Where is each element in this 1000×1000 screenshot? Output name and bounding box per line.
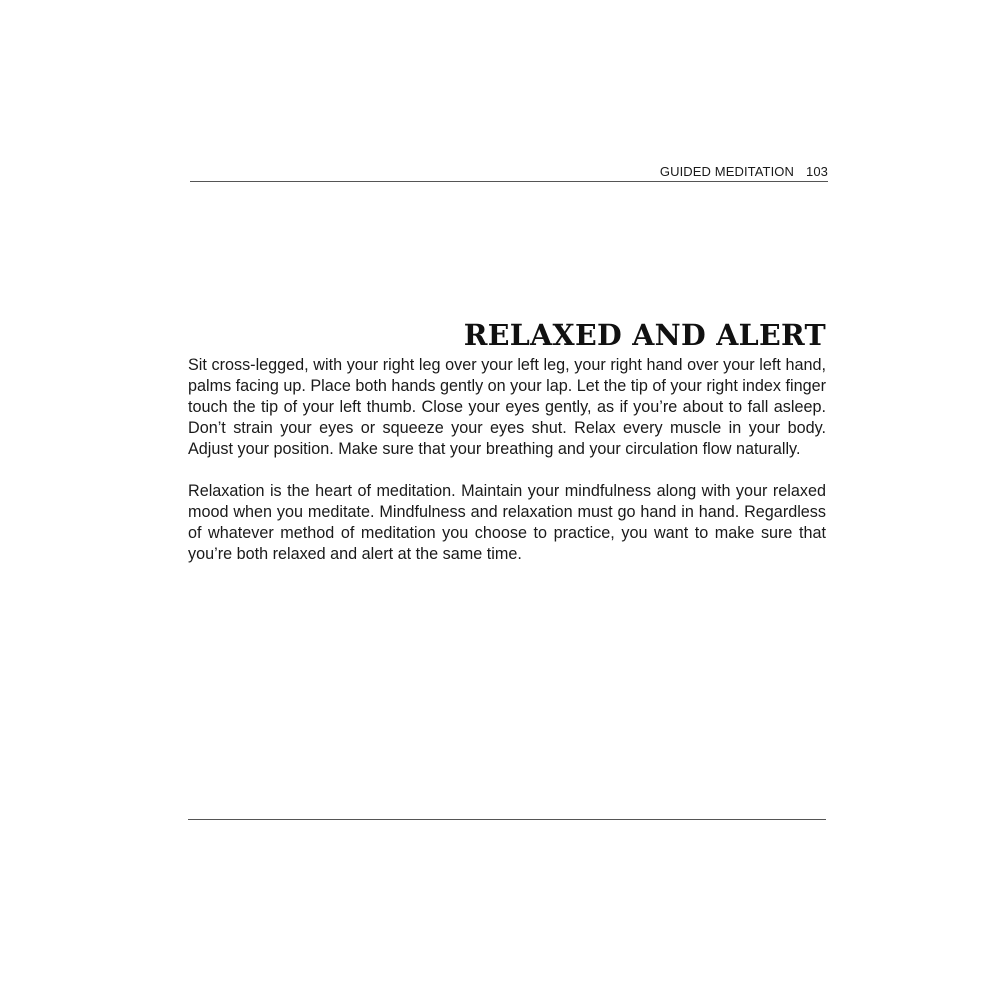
page-title: RELAXED AND ALERT — [463, 318, 826, 353]
running-head — [190, 164, 828, 180]
section-title: GUIDED MEDITATION — [659, 164, 794, 179]
paragraph-2: Relaxation is the heart of meditation. Maintain your mindfulness along with your relaxed mood when you meditate. Mindfulness and relaxation must go hand in hand. Regardless of whatever method of meditation you choose to practice, you want to make sure that you’re both relaxed and alert at the same time. — [188, 482, 826, 563]
footer-rule — [188, 819, 826, 820]
header-rule — [190, 181, 828, 182]
body-text — [188, 355, 826, 565]
page-number: 103 — [806, 164, 828, 179]
paragraph-1: Sit cross-legged, with your right leg over your left leg, your right hand over your left hand, palms facing up. Place both hands gently on your lap. Let the tip of your right index finger touch the tip of your left thumb. Close your eyes gently, as if you’re about to fall asleep. Don’t strain your eyes or squeeze your eyes shut. Relax every muscle in your body. Adjust your position. Make sure that your breathing and your circulation flow naturally. — [188, 356, 826, 458]
